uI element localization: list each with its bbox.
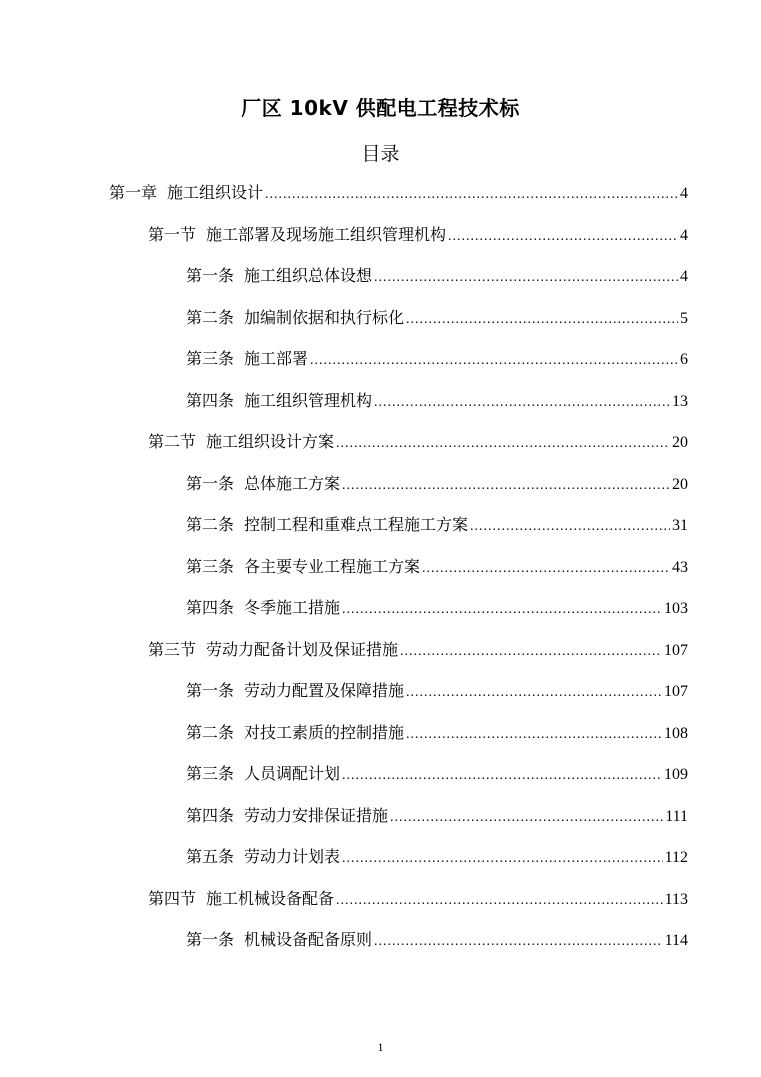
dot-leader — [342, 473, 670, 499]
toc-entry-title: 人员调配计划 — [244, 764, 341, 783]
toc-entry-article[interactable] — [186, 346, 688, 372]
toc-entry-page: 114 — [664, 932, 688, 949]
toc-entry-page: 20 — [672, 434, 688, 451]
toc-entry-label: 第四条 — [186, 598, 235, 617]
toc-entry-article[interactable] — [186, 512, 688, 538]
toc-entry-page: 108 — [664, 725, 688, 742]
dot-leader — [406, 680, 662, 706]
toc-entry-section[interactable] — [148, 637, 688, 663]
toc-entry-page: 4 — [680, 268, 688, 285]
dot-leader — [342, 763, 662, 789]
toc-entry-label: 第一章 — [109, 183, 158, 202]
toc-entry-label: 第一节 — [148, 225, 197, 244]
toc-entry-section[interactable] — [148, 222, 688, 248]
toc-entry-title: 总体施工方案 — [244, 474, 341, 493]
toc-entry-page: 112 — [664, 849, 688, 866]
toc-entry-page: 4 — [680, 185, 688, 202]
toc-entry-page: 20 — [672, 476, 688, 493]
page-number: 1 — [377, 1040, 384, 1054]
toc-entry-label: 第一条 — [186, 930, 235, 949]
toc-entry-chapter[interactable] — [109, 180, 688, 206]
toc-entry-article[interactable] — [186, 844, 688, 870]
toc-entry-title: 施工机械设备配备 — [206, 889, 335, 908]
toc-entry-title: 施工组织设计 — [167, 183, 264, 202]
toc-entry-title: 机械设备配备原则 — [244, 930, 373, 949]
toc-entry-page: 13 — [672, 393, 688, 410]
toc-entry-article[interactable] — [186, 305, 688, 331]
toc-entry-section[interactable] — [148, 429, 688, 455]
toc-entry-label: 第二条 — [186, 723, 235, 742]
toc-entry-page: 109 — [664, 766, 688, 783]
toc-entry-title: 对技工素质的控制措施 — [244, 723, 405, 742]
toc-entry-title: 劳动力配备计划及保证措施 — [206, 640, 399, 659]
dot-leader — [342, 597, 662, 623]
toc-entry-label: 第三节 — [148, 640, 197, 659]
dot-leader — [342, 846, 663, 872]
toc-entry-page: 107 — [664, 683, 688, 700]
toc-entry-title: 加编制依据和执行标化 — [244, 308, 405, 327]
toc-entry-article[interactable] — [186, 595, 688, 621]
toc-entry-title: 冬季施工措施 — [244, 598, 341, 617]
toc-entry-page: 6 — [680, 351, 688, 368]
toc-entry-page: 103 — [664, 600, 688, 617]
dot-leader — [336, 888, 663, 914]
toc-entry-article[interactable] — [186, 388, 688, 414]
toc-entry-article[interactable] — [186, 720, 688, 746]
toc-entry-label: 第四条 — [186, 391, 235, 410]
toc-entry-label: 第一条 — [186, 681, 235, 700]
dot-leader — [310, 348, 678, 374]
dot-leader — [400, 639, 662, 665]
toc-entry-label: 第三条 — [186, 764, 235, 783]
toc-entry-title: 施工组织设计方案 — [206, 432, 335, 451]
toc-entry-label: 第三条 — [186, 349, 235, 368]
dot-leader — [448, 224, 678, 250]
dot-leader — [390, 805, 663, 831]
dot-leader — [374, 390, 670, 416]
toc-entry-page: 111 — [665, 808, 688, 825]
toc-entry-page: 107 — [664, 642, 688, 659]
toc-entry-article[interactable] — [186, 927, 688, 953]
toc-entry-title: 施工部署 — [244, 349, 309, 368]
toc-entry-label: 第四条 — [186, 806, 235, 825]
toc-entry-label: 第四节 — [148, 889, 197, 908]
toc-entry-label: 第五条 — [186, 847, 235, 866]
toc-entry-page: 113 — [664, 891, 688, 908]
dot-leader — [470, 514, 670, 540]
toc-entry-article[interactable] — [186, 803, 688, 829]
toc-entry-label: 第一条 — [186, 266, 235, 285]
toc-entry-title: 劳动力计划表 — [244, 847, 341, 866]
toc-entry-title: 劳动力配置及保障措施 — [244, 681, 405, 700]
dot-leader — [406, 722, 662, 748]
toc-entry-page: 31 — [672, 517, 688, 534]
toc-entry-label: 第二节 — [148, 432, 197, 451]
toc-entry-title: 控制工程和重难点工程施工方案 — [244, 515, 469, 534]
toc-entry-page: 5 — [680, 310, 688, 327]
toc-entry-section[interactable] — [148, 886, 688, 912]
toc-heading: 目录 — [361, 143, 400, 165]
toc-entry-title: 施工组织管理机构 — [244, 391, 373, 410]
toc-entry-title: 各主要专业工程施工方案 — [244, 557, 421, 576]
toc-entry-label: 第三条 — [186, 557, 235, 576]
toc-entry-article[interactable] — [186, 263, 688, 289]
document-title: 厂区 10kV 供配电工程技术标 — [241, 96, 520, 120]
toc-entry-article[interactable] — [186, 471, 688, 497]
dot-leader — [374, 929, 663, 955]
toc-entry-label: 第一条 — [186, 474, 235, 493]
toc-entry-article[interactable] — [186, 761, 688, 787]
toc-entry-article[interactable] — [186, 678, 688, 704]
toc-entry-label: 第二条 — [186, 308, 235, 327]
dot-leader — [265, 182, 678, 208]
toc-entry-label: 第二条 — [186, 515, 235, 534]
toc-entry-page: 4 — [680, 227, 688, 244]
toc-entry-title: 施工部署及现场施工组织管理机构 — [206, 225, 447, 244]
toc-entry-page: 43 — [672, 559, 688, 576]
dot-leader — [374, 265, 678, 291]
toc-entry-article[interactable] — [186, 554, 688, 580]
toc-entry-title: 施工组织总体设想 — [244, 266, 373, 285]
dot-leader — [422, 556, 670, 582]
dot-leader — [406, 307, 678, 333]
dot-leader — [336, 431, 670, 457]
toc-entry-title: 劳动力安排保证措施 — [244, 806, 389, 825]
